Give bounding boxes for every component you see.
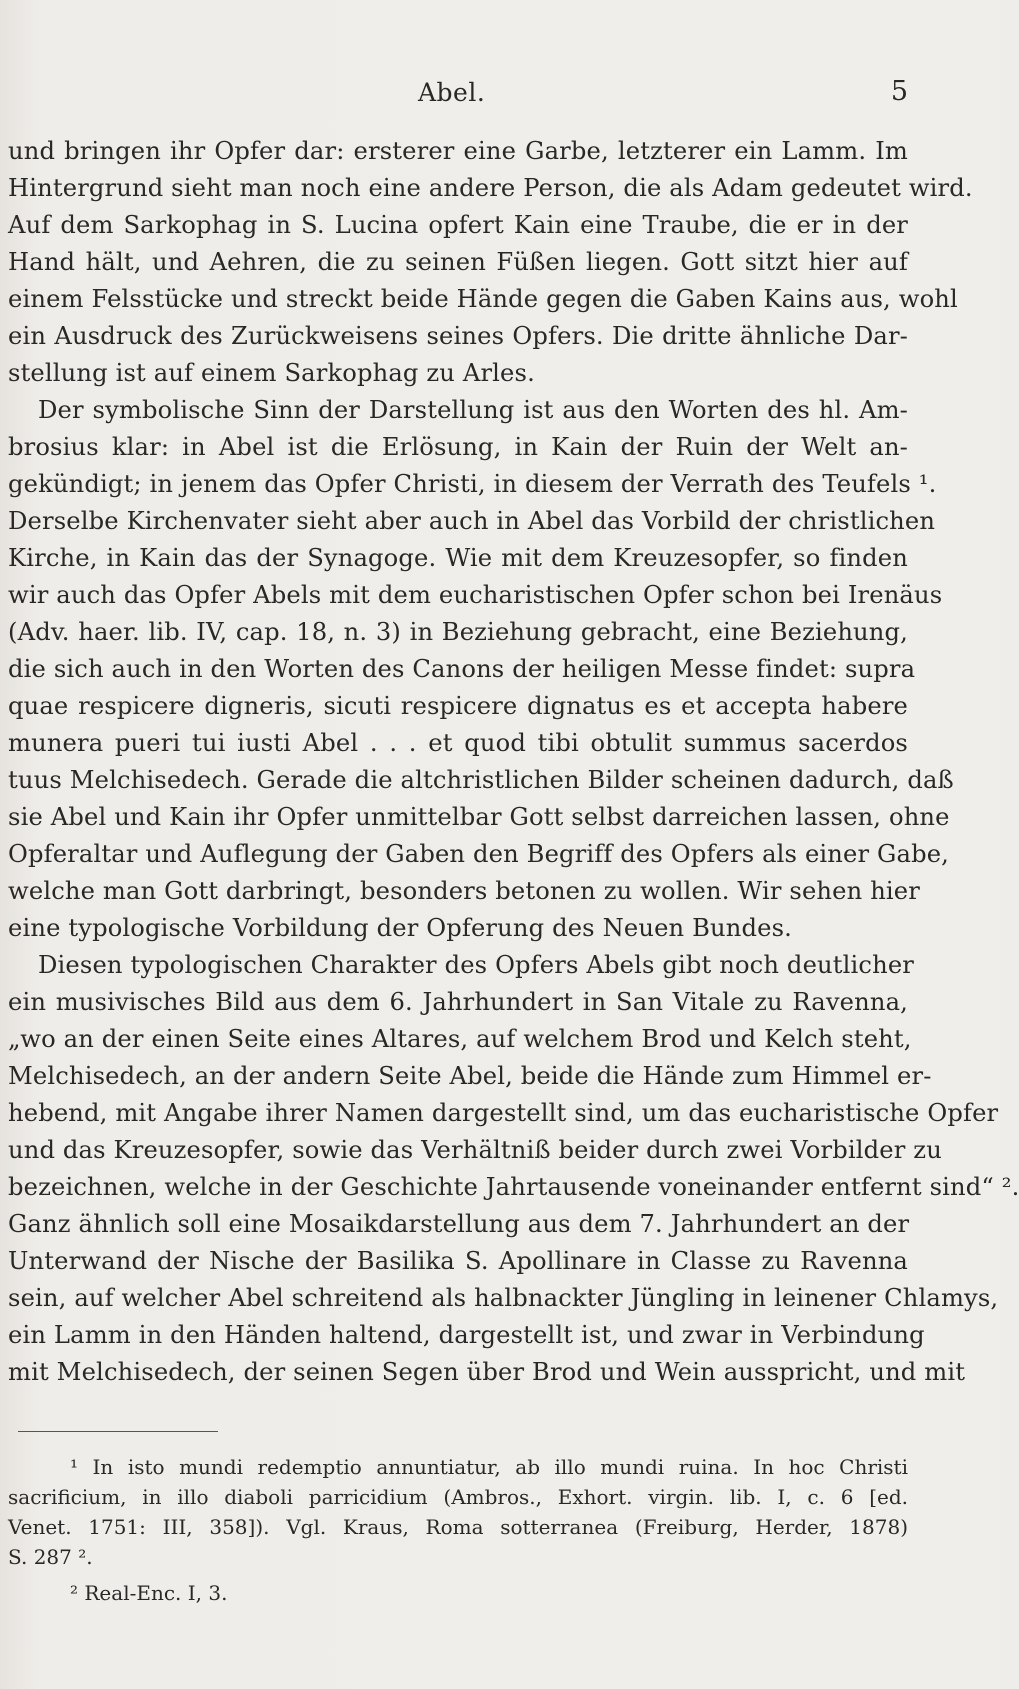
text-line: „wo an der einen Seite eines Altares, auf welchem Brod und Kelch steht,: [8, 1025, 912, 1053]
text-line: Unterwand der Nische der Basilika S. Apollinare in Classe zu Ravenna: [8, 1247, 908, 1275]
text-line: brosius klar: in Abel ist die Erlösung, in Kain der Ruin der Welt an-: [8, 433, 908, 461]
text-line: Hintergrund sieht man noch eine andere Person, die als Adam gedeutet wird.: [8, 174, 973, 202]
paragraph-1: [0, 133, 973, 392]
text-line: Der symbolische Sinn der Darstellung ist aus den Worten des hl. Am-: [38, 396, 908, 424]
text-line: (Adv. haer. lib. IV, cap. 18, n. 3) in Beziehung gebracht, eine Beziehung,: [8, 618, 908, 646]
main-text: [0, 133, 1019, 1391]
footnote-line: sacrificium, in illo diaboli parricidium (Ambros., Exhort. virgin. lib. I, c. 6 [ed.: [8, 1485, 908, 1509]
text-line: Ganz ähnlich soll eine Mosaikdarstellung aus dem 7. Jahrhundert an der: [8, 1210, 910, 1238]
text-line: Auf dem Sarkophag in S. Lucina opfert Kain eine Traube, die er in der: [8, 211, 908, 239]
text-line: wir auch das Opfer Abels mit dem eucharistischen Opfer schon bei Irenäus: [8, 581, 943, 609]
footnote-divider: [18, 1431, 218, 1432]
text-line: stellung ist auf einem Sarkophag zu Arles.: [8, 359, 535, 387]
text-line: die sich auch in den Worten des Canons der heiligen Messe findet: supra: [8, 655, 916, 683]
text-line: ein Lamm in den Händen haltend, dargestellt ist, und zwar in Verbindung: [8, 1321, 925, 1349]
paragraph-2: [0, 392, 954, 947]
page-number: 5: [890, 76, 908, 107]
footnote-2: [0, 1578, 908, 1608]
text-line: tuus Melchisedech. Gerade die altchristlichen Bilder scheinen dadurch, daß: [8, 766, 954, 794]
text-line: gekündigt; in jenem das Opfer Christi, in diesem der Verrath des Teufels ¹.: [8, 470, 937, 498]
text-line: Hand hält, und Aehren, die zu seinen Füßen liegen. Gott sitzt hier auf: [8, 248, 908, 276]
footnote-line: S. 287 ².: [8, 1545, 93, 1569]
text-line: ein musivisches Bild aus dem 6. Jahrhundert in San Vitale zu Ravenna,: [8, 988, 908, 1016]
text-line: Opferaltar und Auflegung der Gaben den Begriff des Opfers als einer Gabe,: [8, 840, 950, 868]
footnote-line: Venet. 1751: III, 358]). Vgl. Kraus, Roma sotterranea (Freiburg, Herder, 1878): [8, 1515, 908, 1539]
page-header: [0, 72, 1000, 112]
text-line: bezeichnen, welche in der Geschichte Jahrtausende voneinander entfernt sind“ ².: [8, 1173, 1019, 1201]
running-head: Abel.: [418, 78, 486, 107]
text-line: sie Abel und Kain ihr Opfer unmittelbar Gott selbst darreichen lassen, ohne: [8, 803, 950, 831]
text-line: eine typologische Vorbildung der Opferung des Neuen Bundes.: [8, 914, 792, 942]
text-line: mit Melchisedech, der seinen Segen über Brod und Wein ausspricht, und mit: [8, 1358, 966, 1386]
footnote-1: [0, 1452, 908, 1572]
text-line: quae respicere digneris, sicuti respicere dignatus es et accepta habere: [8, 692, 908, 720]
paragraph-3: [0, 947, 1019, 1391]
text-line: Kirche, in Kain das der Synagoge. Wie mit dem Kreuzesopfer, so finden: [8, 544, 908, 572]
text-line: und das Kreuzesopfer, sowie das Verhältniß beider durch zwei Vorbilder zu: [8, 1136, 942, 1164]
footnotes: [0, 1452, 908, 1608]
text-line: munera pueri tui iusti Abel . . . et quod tibi obtulit summus sacerdos: [8, 729, 908, 757]
text-line: hebend, mit Angabe ihrer Namen dargestellt sind, um das eucharistische Opfer: [8, 1099, 999, 1127]
footnote-line: ² Real-Enc. I, 3.: [70, 1581, 228, 1605]
text-line: welche man Gott darbringt, besonders betonen zu wollen. Wir sehen hier: [8, 877, 920, 905]
footnote-line: ¹ In isto mundi redemptio annuntiatur, ab illo mundi ruina. In hoc Christi: [70, 1455, 908, 1479]
text-line: sein, auf welcher Abel schreitend als halbnackter Jüngling in leinener Chlamys,: [8, 1284, 999, 1312]
text-line: und bringen ihr Opfer dar: ersterer eine Garbe, letzterer ein Lamm. Im: [8, 137, 908, 165]
text-line: Melchisedech, an der andern Seite Abel, beide die Hände zum Himmel er-: [8, 1062, 932, 1090]
text-line: einem Felsstücke und streckt beide Hände gegen die Gaben Kains aus, wohl: [8, 285, 958, 313]
text-line: Diesen typologischen Charakter des Opfers Abels gibt noch deutlicher: [38, 951, 915, 979]
text-line: Derselbe Kirchenvater sieht aber auch in Abel das Vorbild der christlichen: [8, 507, 936, 535]
text-line: ein Ausdruck des Zurückweisens seines Opfers. Die dritte ähnliche Dar-: [8, 322, 908, 350]
